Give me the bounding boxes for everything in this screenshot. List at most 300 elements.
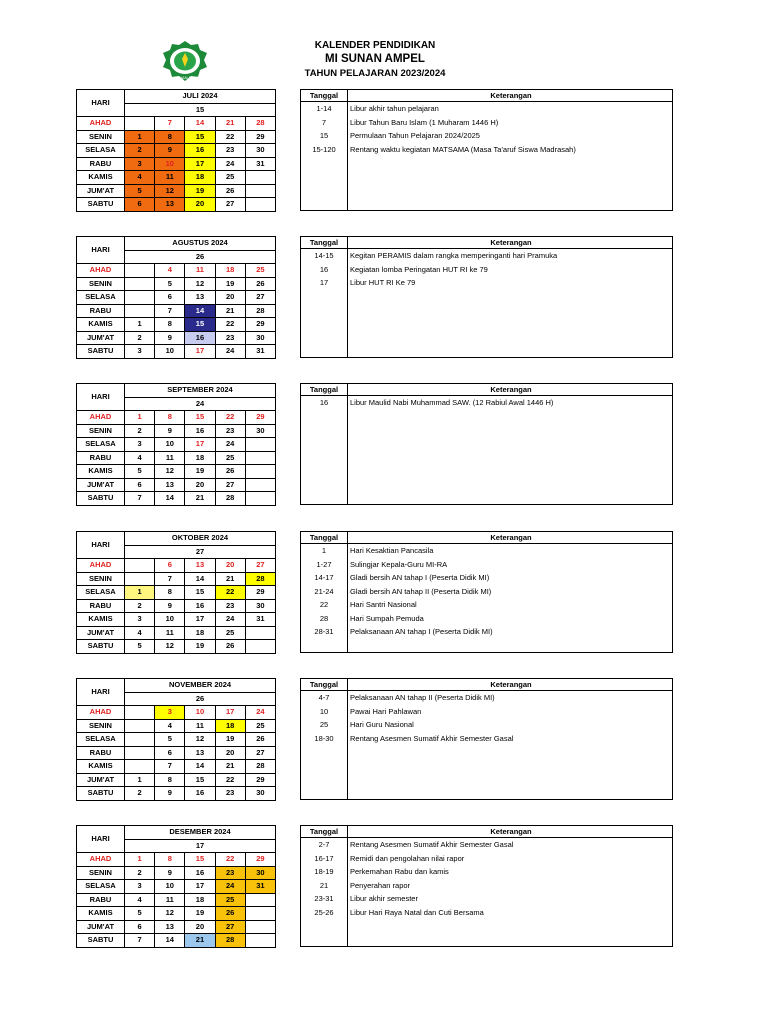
tanggal-header: Tanggal: [301, 90, 348, 102]
date-cell: 4: [125, 626, 155, 640]
date-cell: [245, 626, 275, 640]
keterangan-header: Keterangan: [348, 237, 673, 249]
date-cell: 27: [215, 198, 245, 212]
day-name: JUM'AT: [77, 184, 125, 198]
empty-description: [348, 772, 673, 786]
day-name: KAMIS: [77, 318, 125, 332]
date-cell: [245, 907, 275, 921]
empty-date: [301, 437, 348, 451]
day-name: SELASA: [77, 733, 125, 747]
date-cell: 3: [125, 438, 155, 452]
date-cell: 20: [185, 920, 215, 934]
date-cell: 3: [125, 157, 155, 171]
event-date: 2-7: [301, 838, 348, 852]
date-cell: 17: [185, 438, 215, 452]
empty-date: [301, 477, 348, 491]
calendar-table: [76, 236, 276, 359]
date-cell: 10: [155, 880, 185, 894]
event-description: Libur akhir semester: [350, 894, 418, 903]
date-cell: 9: [155, 424, 185, 438]
date-cell: 9: [155, 144, 185, 158]
date-cell: 28: [215, 934, 245, 948]
date-cell: 24: [215, 438, 245, 452]
date-cell: 8: [155, 411, 185, 425]
empty-date: [301, 290, 348, 304]
day-name: KAMIS: [77, 465, 125, 479]
date-cell: 23: [215, 787, 245, 801]
date-cell: 7: [125, 492, 155, 506]
event-description: Perkemahan Rabu dan kamis: [350, 867, 449, 876]
school-logo: [160, 40, 210, 82]
date-cell: 25: [215, 451, 245, 465]
empty-date: [301, 786, 348, 800]
event-date: 23-31: [301, 892, 348, 906]
date-cell: 25: [215, 893, 245, 907]
empty-description: [348, 919, 673, 933]
event-description: Gladi bersih AN tahap II (Peserta Didik MI): [350, 586, 492, 596]
date-cell: 2: [125, 599, 155, 613]
event-description: Hari Guru Nasional: [350, 720, 414, 729]
empty-description: [348, 170, 673, 184]
day-name: JUM'AT: [77, 920, 125, 934]
date-cell: 2: [125, 424, 155, 438]
date-cell: 8: [155, 586, 185, 600]
date-cell: 11: [155, 171, 185, 185]
event-description: Pelaksanaan AN tahap II (Peserta Didik MI): [350, 693, 495, 702]
day-name: SENIN: [77, 277, 125, 291]
date-cell: 31: [245, 880, 275, 894]
date-cell: 18: [215, 264, 245, 278]
empty-date: [301, 170, 348, 184]
date-cell: 11: [155, 626, 185, 640]
date-cell: 16: [185, 787, 215, 801]
date-cell: 15: [185, 773, 215, 787]
date-cell: 21: [215, 760, 245, 774]
date-cell: [125, 760, 155, 774]
date-cell: 29: [245, 586, 275, 600]
date-cell: 20: [215, 291, 245, 305]
date-cell: 6: [125, 920, 155, 934]
empty-description: [348, 317, 673, 331]
date-cell: 30: [245, 424, 275, 438]
empty-date: [301, 919, 348, 933]
svg-text:MI SUNAN AMPEL: MI SUNAN AMPEL: [167, 75, 203, 80]
date-cell: 12: [155, 640, 185, 654]
date-cell: 24: [215, 157, 245, 171]
date-cell: 21: [185, 934, 215, 948]
event-description: Sulingjar Kepala-Guru MI-RA: [350, 559, 448, 569]
date-cell: [125, 559, 155, 573]
date-cell: [245, 893, 275, 907]
event-description: Gladi bersih AN tahap I (Peserta Didik MI): [350, 573, 490, 582]
effective-days-count: 15: [125, 103, 276, 117]
date-cell: 5: [155, 277, 185, 291]
date-cell: 25: [215, 626, 245, 640]
tanggal-header: Tanggal: [301, 532, 348, 544]
calendar-table: [76, 89, 276, 212]
date-cell: 7: [155, 572, 185, 586]
date-cell: 14: [185, 760, 215, 774]
calendar-table: [76, 825, 276, 948]
day-name: AHAD: [77, 853, 125, 867]
date-cell: 4: [125, 451, 155, 465]
doc-title: KALENDER PENDIDIKAN: [314, 40, 436, 51]
date-cell: [125, 733, 155, 747]
date-cell: 25: [245, 719, 275, 733]
date-cell: 9: [155, 866, 185, 880]
date-cell: 7: [125, 934, 155, 948]
date-cell: 2: [125, 866, 155, 880]
date-cell: 18: [185, 451, 215, 465]
day-name: AHAD: [77, 264, 125, 278]
date-cell: 13: [185, 559, 215, 573]
event-date: 22: [301, 598, 348, 612]
empty-description: [348, 786, 673, 800]
date-cell: 11: [155, 893, 185, 907]
date-cell: 21: [185, 492, 215, 506]
date-cell: 22: [215, 411, 245, 425]
date-cell: 14: [185, 304, 215, 318]
empty-date: [301, 317, 348, 331]
day-name: SELASA: [77, 438, 125, 452]
empty-description: [348, 437, 673, 451]
date-cell: 15: [185, 586, 215, 600]
date-cell: 12: [185, 277, 215, 291]
empty-description: [348, 759, 673, 773]
date-cell: [245, 451, 275, 465]
date-cell: 29: [245, 318, 275, 332]
date-cell: [125, 706, 155, 720]
date-cell: 9: [155, 331, 185, 345]
day-name: SELASA: [77, 880, 125, 894]
events-table: [300, 825, 673, 947]
date-cell: 17: [185, 880, 215, 894]
empty-date: [301, 423, 348, 437]
date-cell: 1: [125, 773, 155, 787]
school-name: MI SUNAN AMPEL: [325, 53, 425, 65]
day-name: SELASA: [77, 586, 125, 600]
empty-date: [301, 745, 348, 759]
event-description: Pelaksanaan AN tahap I (Peserta Didik MI): [350, 627, 493, 636]
empty-description: [348, 464, 673, 478]
event-description: Penyerahan rapor: [350, 880, 411, 890]
date-cell: 8: [155, 773, 185, 787]
date-cell: [125, 304, 155, 318]
date-cell: 13: [185, 291, 215, 305]
empty-date: [301, 156, 348, 170]
date-cell: 6: [155, 746, 185, 760]
date-cell: 14: [185, 572, 215, 586]
keterangan-header: Keterangan: [348, 384, 673, 396]
day-name: SENIN: [77, 572, 125, 586]
event-date: 1: [301, 544, 348, 558]
date-cell: 18: [215, 719, 245, 733]
date-cell: 12: [155, 184, 185, 198]
date-cell: 13: [155, 920, 185, 934]
day-name: AHAD: [77, 117, 125, 131]
tanggal-header: Tanggal: [301, 237, 348, 249]
date-cell: 23: [215, 424, 245, 438]
day-name: RABU: [77, 304, 125, 318]
date-cell: 21: [215, 304, 245, 318]
event-date: 21: [301, 879, 348, 893]
day-name: RABU: [77, 451, 125, 465]
event-description: Libur Tahun Baru Islam (1 Muharam 1446 H): [350, 117, 499, 127]
day-name: SENIN: [77, 866, 125, 880]
date-cell: [125, 264, 155, 278]
date-cell: 4: [155, 264, 185, 278]
date-cell: 4: [125, 171, 155, 185]
empty-description: [348, 933, 673, 947]
event-description: Libur akhir tahun pelajaran: [350, 104, 439, 113]
date-cell: 29: [245, 130, 275, 144]
event-description: Libur HUT RI Ke 79: [350, 278, 416, 287]
event-date: 21-24: [301, 585, 348, 599]
date-cell: 27: [245, 291, 275, 305]
date-cell: 29: [245, 853, 275, 867]
tanggal-header: Tanggal: [301, 679, 348, 691]
day-name: RABU: [77, 893, 125, 907]
day-name: JUM'AT: [77, 626, 125, 640]
date-cell: [245, 478, 275, 492]
calendar-table: [76, 531, 276, 654]
date-cell: 17: [215, 706, 245, 720]
empty-date: [301, 464, 348, 478]
date-cell: 16: [185, 599, 215, 613]
tanggal-header: Tanggal: [301, 826, 348, 838]
empty-description: [348, 330, 673, 344]
day-name: KAMIS: [77, 613, 125, 627]
empty-date: [301, 933, 348, 947]
date-cell: [125, 719, 155, 733]
date-cell: 3: [125, 880, 155, 894]
date-cell: 27: [215, 478, 245, 492]
empty-description: [348, 290, 673, 304]
day-name: AHAD: [77, 559, 125, 573]
event-description: Libur Maulid Nabi Muhammad SAW. (12 Rabiul Awal 1446 H): [350, 398, 554, 407]
date-cell: 25: [215, 171, 245, 185]
events-table: [300, 678, 673, 800]
keterangan-header: Keterangan: [348, 826, 673, 838]
date-cell: [245, 198, 275, 212]
keterangan-header: Keterangan: [348, 90, 673, 102]
event-description: Permulaan Tahun Pelajaran 2024/2025: [350, 131, 480, 140]
event-date: 1-14: [301, 102, 348, 116]
event-date: 17: [301, 276, 348, 290]
event-date: 25-26: [301, 906, 348, 920]
date-cell: [245, 934, 275, 948]
date-cell: [125, 277, 155, 291]
date-cell: [245, 438, 275, 452]
date-cell: 17: [185, 157, 215, 171]
month-title: SEPTEMBER 2024: [125, 384, 276, 398]
events-table: [300, 383, 673, 505]
event-date: 4-7: [301, 691, 348, 705]
event-description: Rentang Asesmen Sumatif Akhir Semester Gasal: [350, 733, 514, 743]
date-cell: 1: [125, 853, 155, 867]
date-cell: 2: [125, 787, 155, 801]
date-cell: 30: [245, 787, 275, 801]
date-cell: 4: [155, 719, 185, 733]
event-date: 14-17: [301, 571, 348, 585]
day-name: JUM'AT: [77, 773, 125, 787]
day-name: KAMIS: [77, 907, 125, 921]
date-cell: 14: [185, 117, 215, 131]
effective-days-count: 26: [125, 250, 276, 264]
hari-header: HARI: [77, 237, 125, 264]
date-cell: [245, 492, 275, 506]
date-cell: 5: [155, 733, 185, 747]
event-date: 25: [301, 718, 348, 732]
empty-date: [301, 410, 348, 424]
date-cell: 13: [185, 746, 215, 760]
day-name: AHAD: [77, 411, 125, 425]
empty-description: [348, 156, 673, 170]
date-cell: 6: [125, 198, 155, 212]
event-description: Kegiatan lomba Peringatan HUT RI ke 79: [350, 264, 488, 274]
date-cell: 26: [215, 640, 245, 654]
day-name: JUM'AT: [77, 331, 125, 345]
tanggal-header: Tanggal: [301, 384, 348, 396]
date-cell: 26: [215, 184, 245, 198]
day-name: SENIN: [77, 719, 125, 733]
effective-days-count: 26: [125, 692, 276, 706]
date-cell: 26: [245, 277, 275, 291]
date-cell: 10: [155, 613, 185, 627]
date-cell: 23: [215, 144, 245, 158]
empty-date: [301, 344, 348, 358]
event-description: Libur Hari Raya Natal dan Cuti Bersama: [350, 907, 484, 917]
date-cell: 19: [215, 733, 245, 747]
event-date: 15-120: [301, 143, 348, 157]
day-name: SABTU: [77, 787, 125, 801]
empty-description: [348, 183, 673, 197]
date-cell: 10: [155, 157, 185, 171]
date-cell: 28: [245, 572, 275, 586]
date-cell: 7: [155, 304, 185, 318]
date-cell: 1: [125, 130, 155, 144]
date-cell: [125, 746, 155, 760]
date-cell: 18: [185, 171, 215, 185]
date-cell: 16: [185, 866, 215, 880]
date-cell: 11: [185, 264, 215, 278]
date-cell: 23: [215, 331, 245, 345]
date-cell: 3: [155, 706, 185, 720]
date-cell: 13: [155, 478, 185, 492]
date-cell: 12: [155, 465, 185, 479]
date-cell: 14: [155, 934, 185, 948]
month-title: JULI 2024: [125, 90, 276, 104]
empty-description: [348, 639, 673, 653]
date-cell: 30: [245, 866, 275, 880]
date-cell: 23: [215, 866, 245, 880]
empty-date: [301, 197, 348, 211]
date-cell: 15: [185, 411, 215, 425]
event-description: Rentang waktu kegiatan MATSAMA (Masa Ta'aruf Siswa Madrasah): [350, 144, 576, 154]
date-cell: 26: [215, 907, 245, 921]
date-cell: 10: [185, 706, 215, 720]
date-cell: 24: [215, 880, 245, 894]
date-cell: 22: [215, 318, 245, 332]
event-date: 18-19: [301, 865, 348, 879]
date-cell: 30: [245, 331, 275, 345]
empty-description: [348, 423, 673, 437]
empty-date: [301, 330, 348, 344]
event-description: Hari Santri Nasional: [350, 600, 417, 609]
event-date: 28: [301, 612, 348, 626]
date-cell: 9: [155, 599, 185, 613]
date-cell: 19: [185, 640, 215, 654]
empty-description: [348, 303, 673, 317]
date-cell: 16: [185, 424, 215, 438]
date-cell: 19: [185, 184, 215, 198]
empty-date: [301, 450, 348, 464]
event-date: 10: [301, 705, 348, 719]
event-description: Pawai Hari Pahlawan: [350, 706, 422, 716]
calendar-table: [76, 383, 276, 506]
date-cell: 6: [155, 559, 185, 573]
date-cell: 6: [125, 478, 155, 492]
date-cell: 1: [125, 411, 155, 425]
keterangan-header: Keterangan: [348, 532, 673, 544]
day-name: RABU: [77, 599, 125, 613]
date-cell: 28: [245, 760, 275, 774]
date-cell: 2: [125, 144, 155, 158]
date-cell: 6: [155, 291, 185, 305]
month-title: AGUSTUS 2024: [125, 237, 276, 251]
date-cell: 22: [215, 773, 245, 787]
event-date: 1-27: [301, 558, 348, 572]
date-cell: 19: [185, 907, 215, 921]
event-description: Remidi dan pengolahan nilai rapor: [350, 853, 465, 863]
event-description: Hari Kesaktian Pancasila: [350, 546, 434, 555]
date-cell: 8: [155, 130, 185, 144]
date-cell: 26: [245, 733, 275, 747]
date-cell: 15: [185, 130, 215, 144]
date-cell: 10: [155, 345, 185, 359]
date-cell: 17: [185, 345, 215, 359]
date-cell: 22: [215, 130, 245, 144]
event-date: 18-30: [301, 732, 348, 746]
empty-date: [301, 639, 348, 653]
day-name: SABTU: [77, 198, 125, 212]
date-cell: 19: [185, 465, 215, 479]
date-cell: 8: [155, 318, 185, 332]
date-cell: 17: [185, 613, 215, 627]
date-cell: 11: [185, 719, 215, 733]
day-name: AHAD: [77, 706, 125, 720]
empty-date: [301, 303, 348, 317]
event-date: 15: [301, 129, 348, 143]
empty-description: [348, 477, 673, 491]
day-name: SENIN: [77, 130, 125, 144]
date-cell: 21: [215, 572, 245, 586]
event-date: 16: [301, 263, 348, 277]
date-cell: 7: [155, 760, 185, 774]
date-cell: 15: [185, 318, 215, 332]
date-cell: 24: [245, 706, 275, 720]
month-title: DESEMBER 2024: [125, 826, 276, 840]
date-cell: 26: [215, 465, 245, 479]
empty-date: [301, 491, 348, 505]
date-cell: 25: [245, 264, 275, 278]
date-cell: 21: [215, 117, 245, 131]
empty-date: [301, 772, 348, 786]
day-name: JUM'AT: [77, 478, 125, 492]
date-cell: 12: [185, 733, 215, 747]
date-cell: 27: [245, 559, 275, 573]
date-cell: 20: [185, 478, 215, 492]
